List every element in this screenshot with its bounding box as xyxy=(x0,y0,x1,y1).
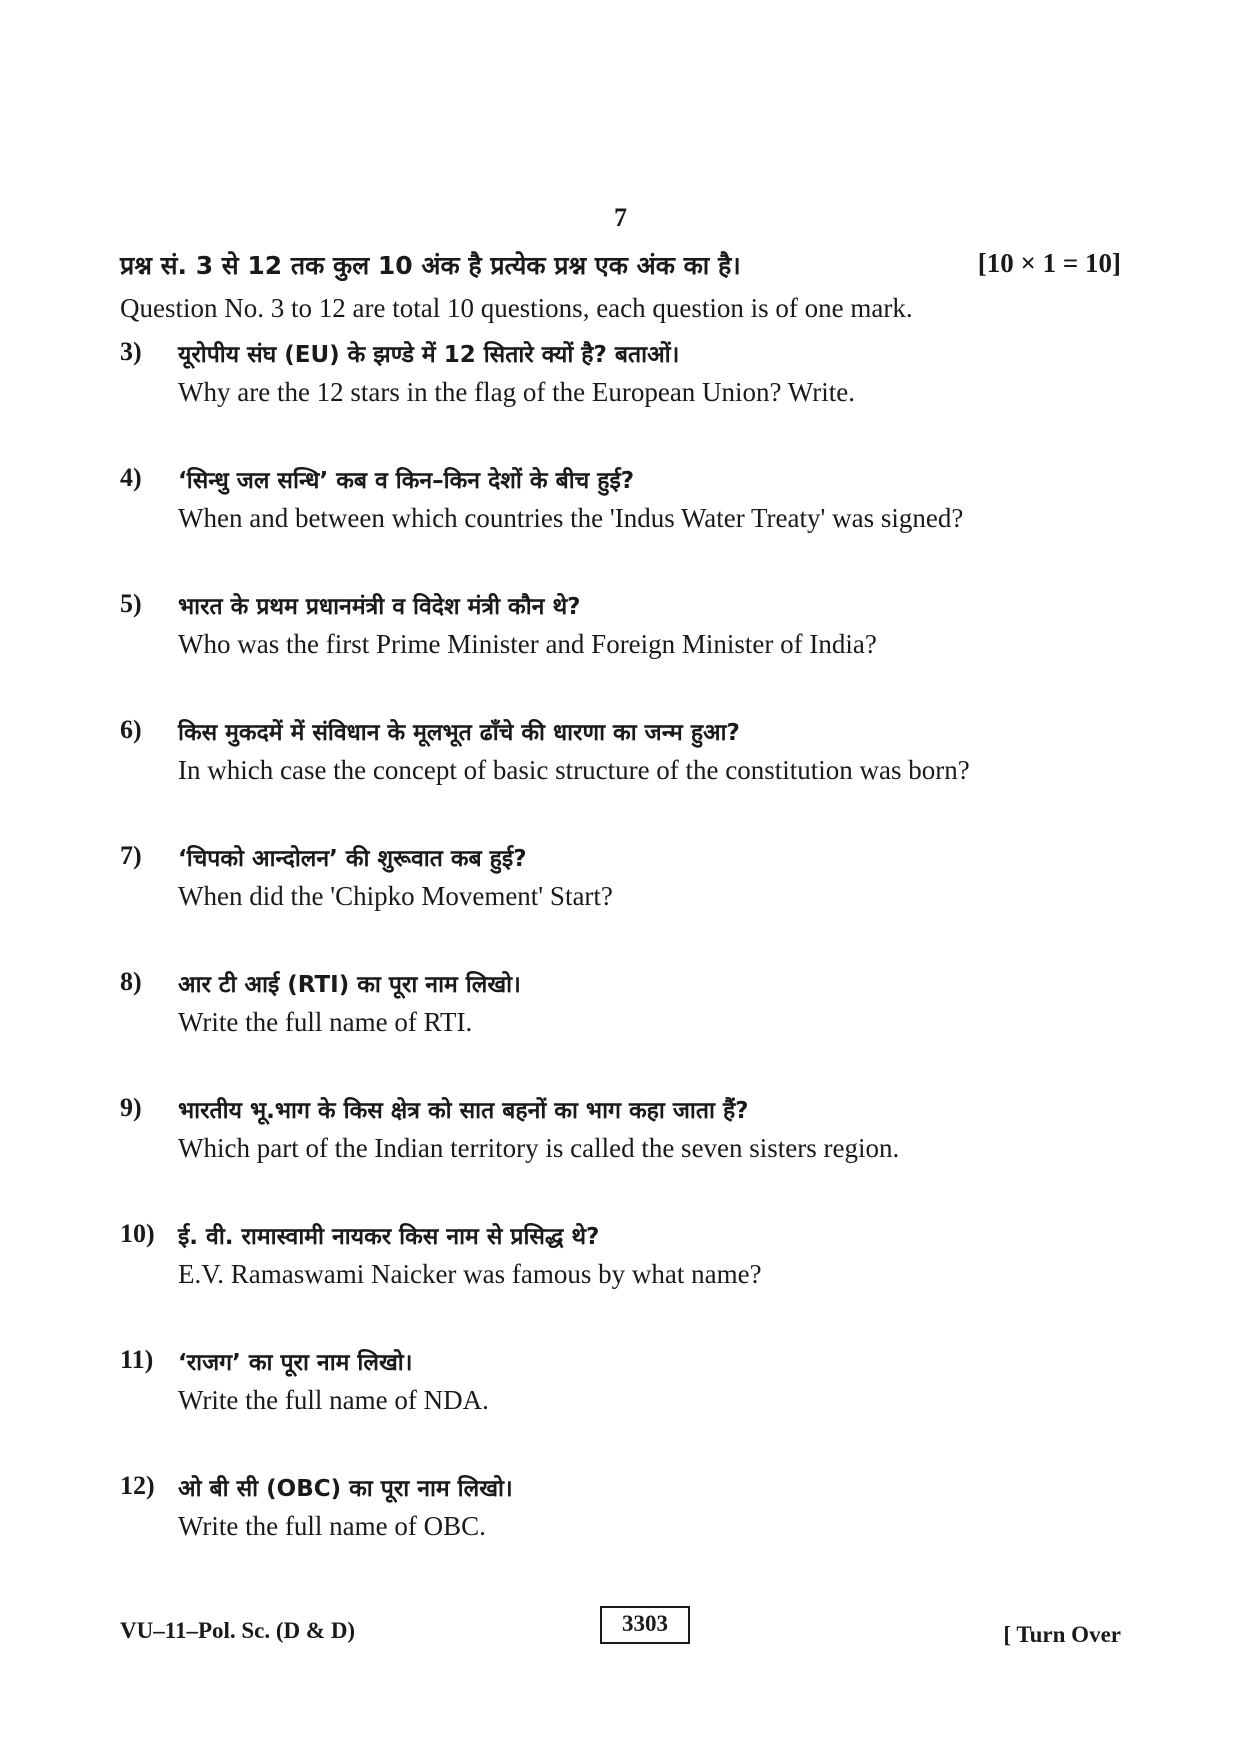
question-number: 3) xyxy=(120,337,142,366)
question-text-hindi: आर टी आई (RTI) का पूरा नाम लिखो। xyxy=(178,972,521,998)
question-text-hindi: ई. वी. रामास्वामी नायकर किस नाम से प्रसिद्ध थे? xyxy=(178,1224,600,1250)
footer-turn-over: [ Turn Over xyxy=(1003,1622,1121,1647)
question-number: 8) xyxy=(120,967,142,996)
question-number: 11) xyxy=(120,1345,154,1374)
page-number: 7 xyxy=(614,203,627,232)
question-text-english: Why are the 12 stars in the flag of the European Union? Write. xyxy=(178,377,855,407)
question-text-hindi: यूरोपीय संघ (EU) के झण्डे में 12 सितारे क्यों है? बताओं। xyxy=(178,342,680,368)
question-text-hindi: ‘सिन्धु जल सन्धि’ कब व किन–किन देशों के बीच हुई? xyxy=(178,468,635,494)
question-text-hindi: ‘चिपको आन्दोलन’ की शुरूवात कब हुई? xyxy=(178,846,527,872)
question-number: 4) xyxy=(120,463,142,492)
question-text-english: Write the full name of OBC. xyxy=(178,1511,486,1541)
footer-code-box: 3303 xyxy=(600,1606,690,1644)
question-text-english: Which part of the Indian territory is called the seven sisters region. xyxy=(178,1133,900,1163)
instructions-english: Question No. 3 to 12 are total 10 questions, each question is of one mark. xyxy=(120,293,913,323)
instructions-hindi: प्रश्न सं. 3 से 12 तक कुल 10 अंक है प्रत्येक प्रश्न एक अंक का है। xyxy=(120,251,741,280)
question-text-hindi: ‘राजग’ का पूरा नाम लिखो। xyxy=(178,1350,413,1376)
question-text-english: Write the full name of RTI. xyxy=(178,1007,473,1037)
marks-summary: [10 × 1 = 10] xyxy=(977,248,1121,278)
question-number: 12) xyxy=(120,1471,155,1500)
footer-paper-code: VU–11–Pol. Sc. (D & D) xyxy=(120,1618,356,1643)
question-text-hindi: भारत के प्रथम प्रधानमंत्री व विदेश मंत्री कौन थे? xyxy=(178,594,581,620)
question-text-hindi: भारतीय भू.भाग के किस क्षेत्र को सात बहनों का भाग कहा जाता हैं? xyxy=(178,1098,749,1124)
question-text-english: When and between which countries the 'Indus Water Treaty' was signed? xyxy=(178,503,964,533)
question-text-hindi: ओ बी सी (OBC) का पूरा नाम लिखो। xyxy=(178,1476,513,1502)
question-text-english: When did the 'Chipko Movement' Start? xyxy=(178,881,613,911)
question-text-english: In which case the concept of basic structure of the constitution was born? xyxy=(178,755,970,785)
question-number: 9) xyxy=(120,1093,142,1122)
question-number: 10) xyxy=(120,1219,155,1248)
question-text-english: Who was the first Prime Minister and Foreign Minister of India? xyxy=(178,629,877,659)
question-text-hindi: किस मुकदमें में संविधान के मूलभूत ढाँचे की धारणा का जन्म हुआ? xyxy=(178,720,740,746)
question-text-english: E.V. Ramaswami Naicker was famous by what name? xyxy=(178,1259,762,1289)
question-number: 5) xyxy=(120,589,142,618)
question-number: 6) xyxy=(120,715,142,744)
question-number: 7) xyxy=(120,841,142,870)
question-text-english: Write the full name of NDA. xyxy=(178,1385,489,1415)
